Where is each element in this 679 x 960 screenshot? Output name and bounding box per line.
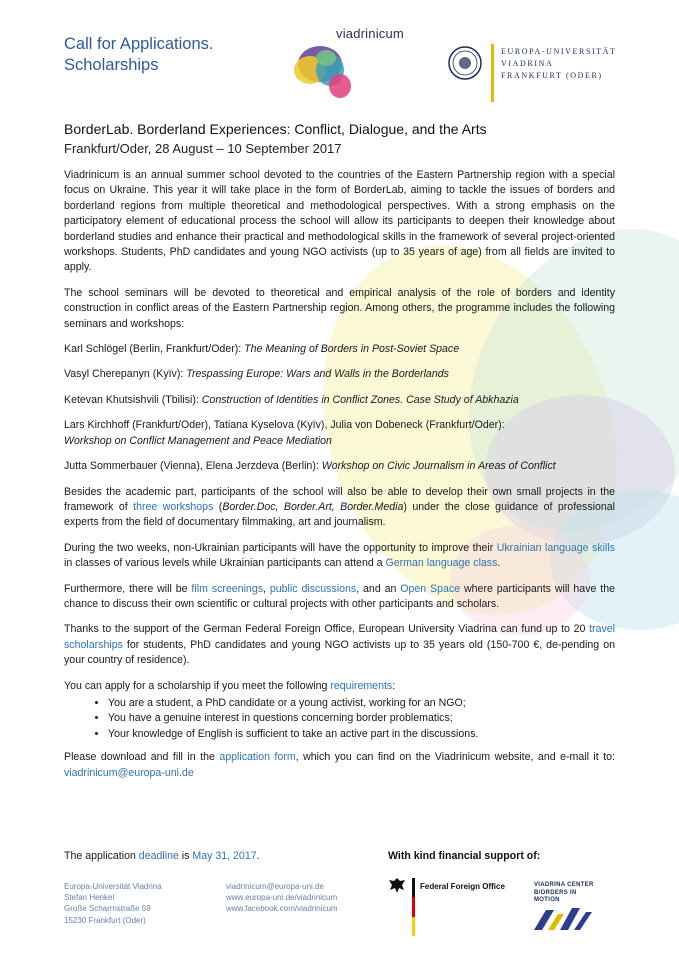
language-text: in classes of various levels while Ukrainian participants can attend a bbox=[64, 557, 386, 570]
seminar-location: (Kyïv): bbox=[149, 368, 187, 381]
openspace-paragraph bbox=[64, 582, 615, 613]
seminar-location: (Tbilisi): bbox=[158, 393, 202, 406]
projects-text: ) under the close guidance of professional experts from the field of documentary filmmaking, art and journalism. bbox=[64, 500, 616, 529]
seminar-speaker: Julia von Dobeneck bbox=[330, 419, 423, 432]
address-line: Europa-Universität Viadrina bbox=[64, 882, 162, 891]
address-line: Stefan Henkel bbox=[64, 893, 115, 903]
seminar-3 bbox=[64, 393, 615, 408]
seminar-title: The Meaning of Borders in Post-Soviet Space bbox=[244, 343, 460, 356]
german-language-link[interactable]: German language class bbox=[385, 557, 498, 570]
seminar-5 bbox=[64, 459, 615, 474]
footer-address bbox=[64, 881, 162, 926]
seminar-4 bbox=[64, 418, 615, 449]
vcbim-line2: B/ORDERS IN bbox=[534, 889, 577, 896]
seminar-location: (Frankfurt/Oder), bbox=[129, 419, 214, 432]
language-paragraph bbox=[64, 541, 615, 572]
euv-wordmark bbox=[501, 46, 617, 82]
requirements-text: : bbox=[392, 679, 396, 692]
deadline-link[interactable]: deadline bbox=[138, 850, 179, 862]
deadline-text: The application bbox=[64, 850, 139, 862]
document-body bbox=[64, 168, 615, 791]
requirements-link[interactable]: requirements bbox=[330, 679, 393, 692]
projects-text: Besides the academic part, participants of the school will also be able to develop their own small projects in the framework of bbox=[64, 485, 615, 513]
seminar-title: Workshop on Civic Journalism in Areas of Conflict bbox=[321, 460, 556, 473]
requirements-text: You can apply for a scholarship if you meet the following bbox=[64, 679, 331, 692]
open-space-link[interactable]: Open Space bbox=[400, 582, 461, 595]
list-item: • You are a student, a PhD candidate or a young activist, working for an NGO; bbox=[108, 696, 615, 711]
viadrina-center-logo bbox=[534, 882, 614, 932]
seminar-speaker: Jutta Sommerbauer bbox=[64, 460, 158, 473]
vcbim-stripes-icon bbox=[534, 906, 598, 930]
document-title: BorderLab. Borderland Experiences: Conflict, Dialogue, and the Arts bbox=[64, 121, 487, 137]
seminar-2 bbox=[64, 367, 615, 382]
deadline-date: May 31, 2017 bbox=[192, 850, 257, 862]
seminar-title: Workshop on Conflict Management and Peace Mediation bbox=[64, 434, 332, 447]
seminar-location: (Berlin, Frankfurt/Oder): bbox=[126, 343, 245, 356]
footer-email-link[interactable]: viadrinicum@europa-uni.de bbox=[226, 882, 324, 891]
seminar-1 bbox=[64, 342, 615, 357]
apply-paragraph bbox=[64, 750, 615, 781]
requirements-intro bbox=[64, 679, 615, 694]
projects-paragraph bbox=[64, 485, 615, 531]
requirements-list bbox=[64, 696, 615, 742]
language-text: During the two weeks, non-Ukrainian participants will have the opportunity to improve their bbox=[64, 541, 497, 554]
openspace-text: Furthermore, there will be bbox=[64, 582, 192, 595]
vcbim-wordmark bbox=[534, 882, 594, 905]
ffo-label: Federal Foreign Office bbox=[420, 882, 505, 891]
projects-text: ( bbox=[213, 500, 223, 513]
list-item: • Your knowledge of English is sufficient to take an active part in the discussions. bbox=[108, 727, 615, 742]
funding-text: Thanks to the support of the German Federal Foreign Office, European University Viadrina can fund up to 20 bbox=[64, 623, 590, 636]
seminar-location: (Berlin): bbox=[278, 460, 322, 473]
financial-support-label: With kind financial support of: bbox=[388, 850, 541, 862]
euv-line2: VIADRINA bbox=[501, 59, 554, 68]
address-line: Große Scharrnstraße 59 bbox=[64, 904, 151, 914]
seminar-location: (Vienna), bbox=[157, 460, 206, 473]
openspace-text: , and an bbox=[356, 582, 401, 595]
university-seal-icon bbox=[448, 46, 482, 80]
header-title-line1: Call for Applications. bbox=[64, 35, 214, 53]
openspace-text: where participants will have the chance to discuss their own scientific or cultural projects with other participants and scholars. bbox=[64, 582, 616, 610]
viadrinicum-wordmark: viadrinicum bbox=[336, 26, 404, 41]
viadrinicum-logo-icon bbox=[290, 40, 360, 102]
header-title-line2: Scholarships bbox=[64, 56, 159, 74]
travel-scholarships-link[interactable]: travel scholarships bbox=[64, 623, 615, 651]
seminars-intro: The school seminars will be devoted to theoretical and empirical analysis of the role of borders and identity construction in conflict areas of the Eastern Partnership region. Among others, the programme includes the following seminars and workshops: bbox=[64, 286, 615, 330]
email-link[interactable]: viadrinicum@europa-uni.de bbox=[64, 766, 194, 779]
deadline-line bbox=[64, 850, 260, 862]
funding-text: for students, PhD candidates and young NGO activists up to 35 years old (150-700 €, de-pending on your country of residence). bbox=[64, 638, 615, 667]
language-text: . bbox=[497, 557, 501, 570]
seminar-location: (Kyïv), bbox=[293, 419, 331, 432]
deadline-text: is bbox=[178, 850, 193, 862]
vcbim-line1: VIADRINA CENTER bbox=[534, 882, 594, 888]
seminar-speaker: Vasyl Cherepanyn bbox=[64, 368, 150, 381]
three-workshops-link[interactable]: three workshops bbox=[133, 500, 214, 513]
list-item: • You have a genuine interest in questions concerning border problematics; bbox=[108, 711, 615, 726]
ukrainian-language-link[interactable]: Ukrainian language skills bbox=[496, 541, 615, 554]
federal-eagle-icon bbox=[388, 876, 406, 894]
seminar-title: Construction of Identities in Conflict Zones. Case Study of Abkhazia bbox=[201, 393, 519, 406]
apply-text: , which you can find on the Viadrinicum website, and e-mail it to: bbox=[295, 751, 615, 764]
federal-foreign-office-logo bbox=[386, 876, 506, 936]
footer-website-link[interactable]: www.europa-uni.de/viadrinicum bbox=[226, 893, 338, 903]
euv-accent-bar bbox=[491, 44, 494, 102]
footer-facebook-link[interactable]: www.facebook.com/viadrinicum bbox=[226, 904, 338, 914]
funding-paragraph bbox=[64, 622, 615, 668]
deadline-text: . bbox=[256, 850, 260, 862]
film-screenings-link[interactable]: film screenings bbox=[191, 582, 264, 595]
seminar-speaker: Lars Kirchhoff bbox=[64, 419, 130, 432]
footer-contact bbox=[226, 881, 338, 915]
application-form-link[interactable]: application form bbox=[219, 751, 296, 764]
seminar-location: (Frankfurt/Oder): bbox=[422, 419, 505, 432]
seminar-speaker: Elena Jerzdeva bbox=[205, 460, 279, 473]
german-flag-icon bbox=[412, 878, 415, 936]
workshop-names: Border.Doc, Border.Art, Border.Media bbox=[222, 500, 404, 513]
document-subtitle: Frankfurt/Oder, 28 August – 10 September 2017 bbox=[64, 141, 342, 156]
openspace-text: , bbox=[263, 582, 270, 595]
euv-logo bbox=[448, 44, 628, 104]
public-discussions-link[interactable]: public discussions bbox=[269, 582, 357, 595]
vcbim-line3: MOTION bbox=[534, 897, 560, 903]
intro-paragraph: Viadrinicum is an annual summer school devoted to the countries of the Eastern Partnership region with a special focus on Ukraine. This year it will take place in the form of BorderLab, aiming to tackle the issues of borders and borderland regions from multiple theoretical and methodological perspectives. With a strong emphasis on the participatory element of educational process the school will allow its participants to deepen their knowledge about borderland studies and enhance their practical and methodological skills in the framework of several project-oriented workshops. Students, PhD candidates and young NGO activists (up to 35 years of age) from all fields are invited to apply. bbox=[64, 169, 615, 274]
seminar-title: Trespassing Europe: Wars and Walls in the Borderlands bbox=[186, 368, 449, 381]
header-title bbox=[64, 34, 214, 76]
address-line: 15230 Frankfurt (Oder) bbox=[64, 915, 146, 925]
seminar-speaker: Tatiana Kyselova bbox=[213, 419, 294, 432]
euv-line3: FRANKFURT (ODER) bbox=[501, 71, 603, 80]
euv-line1: EUROPA-UNIVERSITÄT bbox=[501, 47, 617, 56]
seminar-speaker: Ketevan Khutsishvili bbox=[64, 393, 159, 406]
apply-text: Please download and fill in the bbox=[64, 751, 220, 764]
seminar-speaker: Karl Schlögel bbox=[64, 343, 127, 356]
